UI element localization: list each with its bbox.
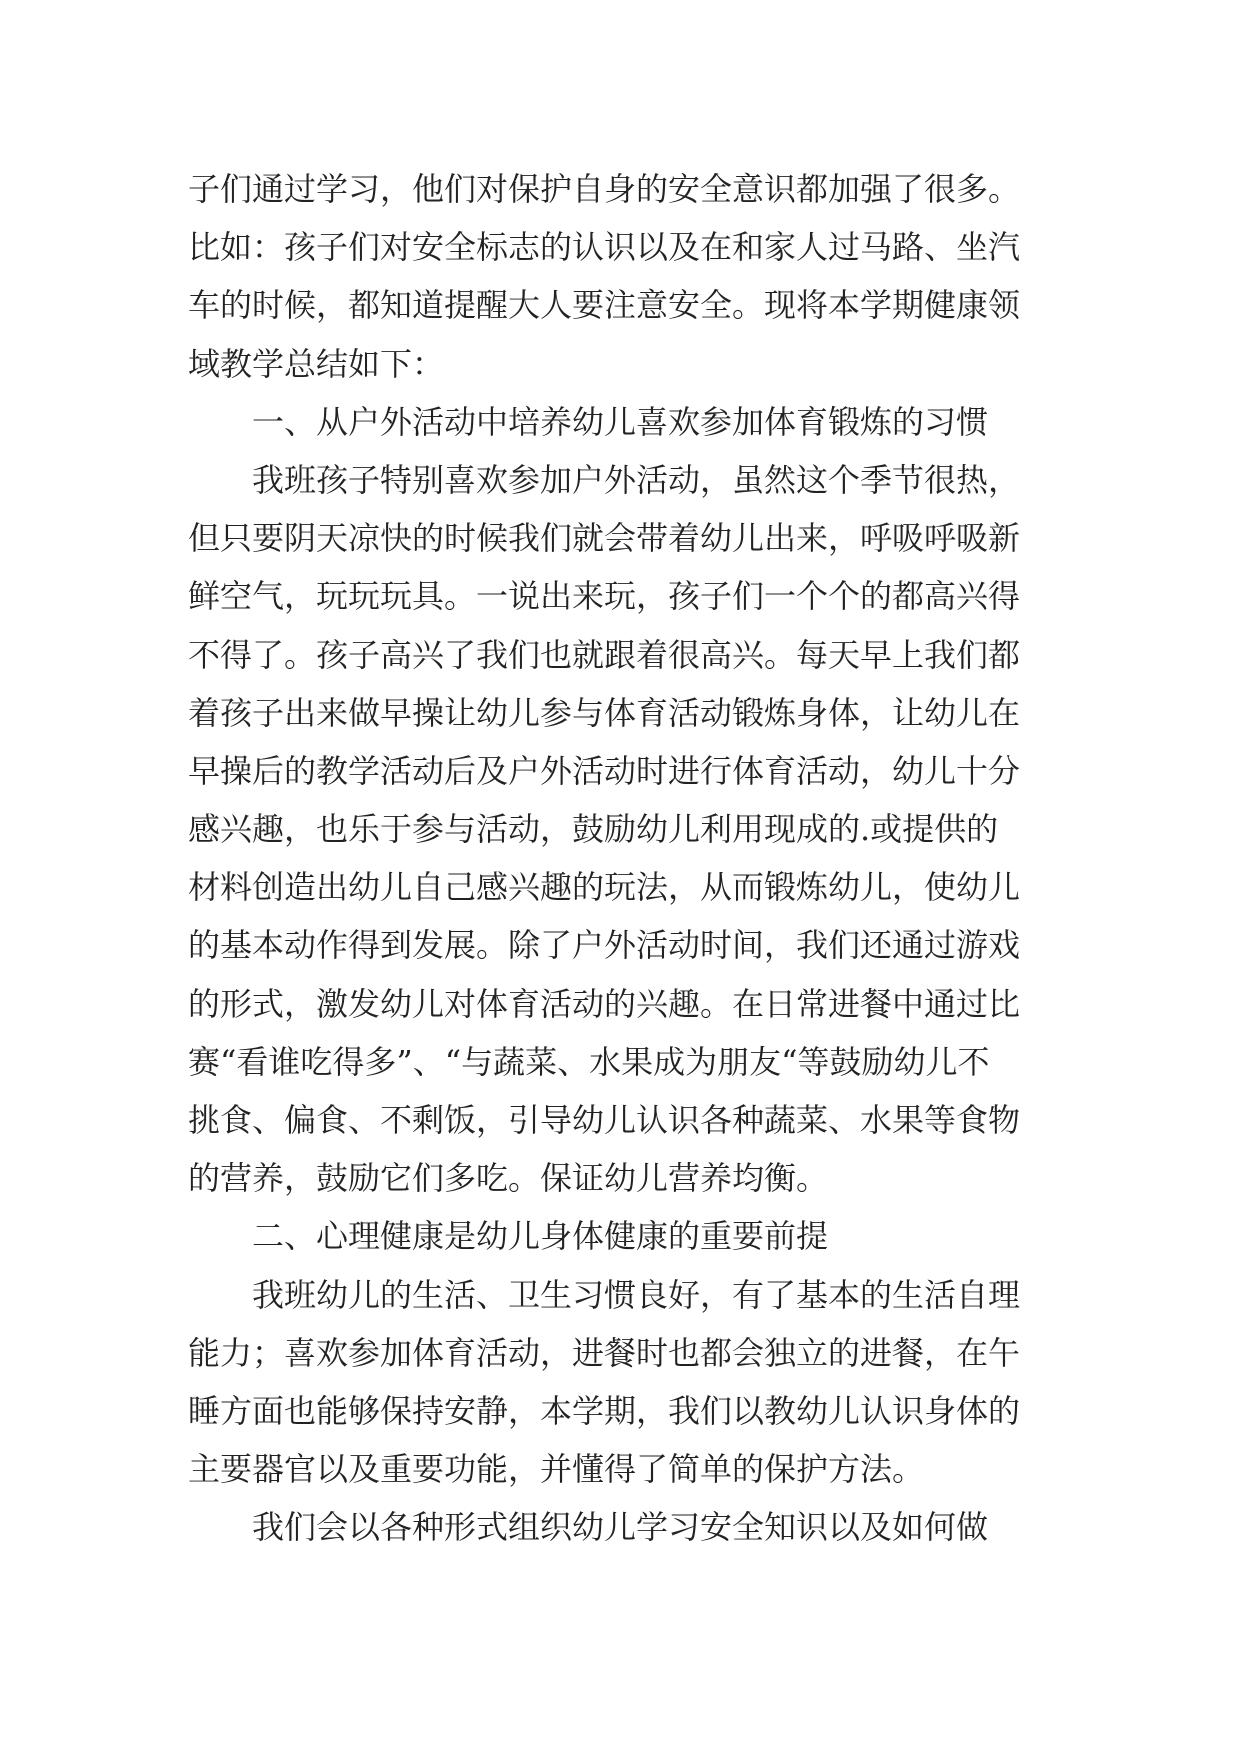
text-line: 我班孩子特别喜欢参加户外活动，虽然这个季节很热， <box>188 460 1021 499</box>
text-line: 域教学总结如下： <box>188 344 445 383</box>
text-line: 的形式，激发幼儿对体育活动的兴趣。在日常进餐中通过比 <box>188 984 1021 1023</box>
section-heading-1: 一、从户外活动中培养幼儿喜欢参加体育锻炼的习惯 <box>188 402 989 441</box>
text-line: 但只要阴天凉快的时候我们就会带着幼儿出来，呼吸呼吸新 <box>188 519 1021 558</box>
section-heading-2: 二、心理健康是幼儿身体健康的重要前提 <box>188 1217 829 1256</box>
text-line: 比如：孩子们对安全标志的认识以及在和家人过马路、坐汽 <box>188 228 1021 267</box>
text-line: 主要器官以及重要功能，并懂得了简单的保护方法。 <box>188 1450 925 1489</box>
text-line: 我班幼儿的生活、卫生习惯良好，有了基本的生活自理 <box>188 1275 1021 1314</box>
body-text <box>188 160 1058 1557</box>
text-line: 感兴趣，也乐于参与活动，鼓励幼儿利用现成的.或提供的 <box>188 810 999 849</box>
text-line: 我们会以各种形式组织幼儿学习安全知识以及如何做 <box>188 1508 989 1547</box>
text-line: 挑食、偏食、不剩饭，引导幼儿认识各种蔬菜、水果等食物 <box>188 1101 1021 1139</box>
text-line: 车的时候，都知道提醒大人要注意安全。现将本学期健康领 <box>188 286 1021 325</box>
text-line: 能力；喜欢参加体育活动，进餐时也都会独立的进餐，在午 <box>188 1333 1021 1372</box>
text-line: 鲜空气，玩玩玩具。一说出来玩，孩子们一个个的都高兴得 <box>188 577 1021 616</box>
text-line: 的营养，鼓励它们多吃。保证幼儿营养均衡。 <box>188 1159 829 1198</box>
text-line: 材料创造出幼儿自己感兴趣的玩法，从而锻炼幼儿，使幼儿 <box>188 868 1021 907</box>
text-line: 早操后的教学活动后及户外活动时进行体育活动，幼儿十分 <box>188 751 1021 790</box>
text-line: 的基本动作得到发展。除了户外活动时间，我们还通过游戏 <box>188 926 1021 965</box>
text-line: 着孩子出来做早操让幼儿参与体育活动锻炼身体，让幼儿在 <box>188 693 1021 732</box>
text-line: 子们通过学习，他们对保护自身的安全意识都加强了很多。 <box>188 170 1021 208</box>
text-line: 不得了。孩子高兴了我们也就跟着很高兴。每天早上我们都 <box>188 635 1021 674</box>
text-line: 睡方面也能够保持安静，本学期，我们以教幼儿认识身体的 <box>188 1391 1021 1430</box>
text-line: 赛“看谁吃得多”、“与蔬菜、水果成为朋友“等鼓励幼儿不 <box>188 1042 990 1081</box>
